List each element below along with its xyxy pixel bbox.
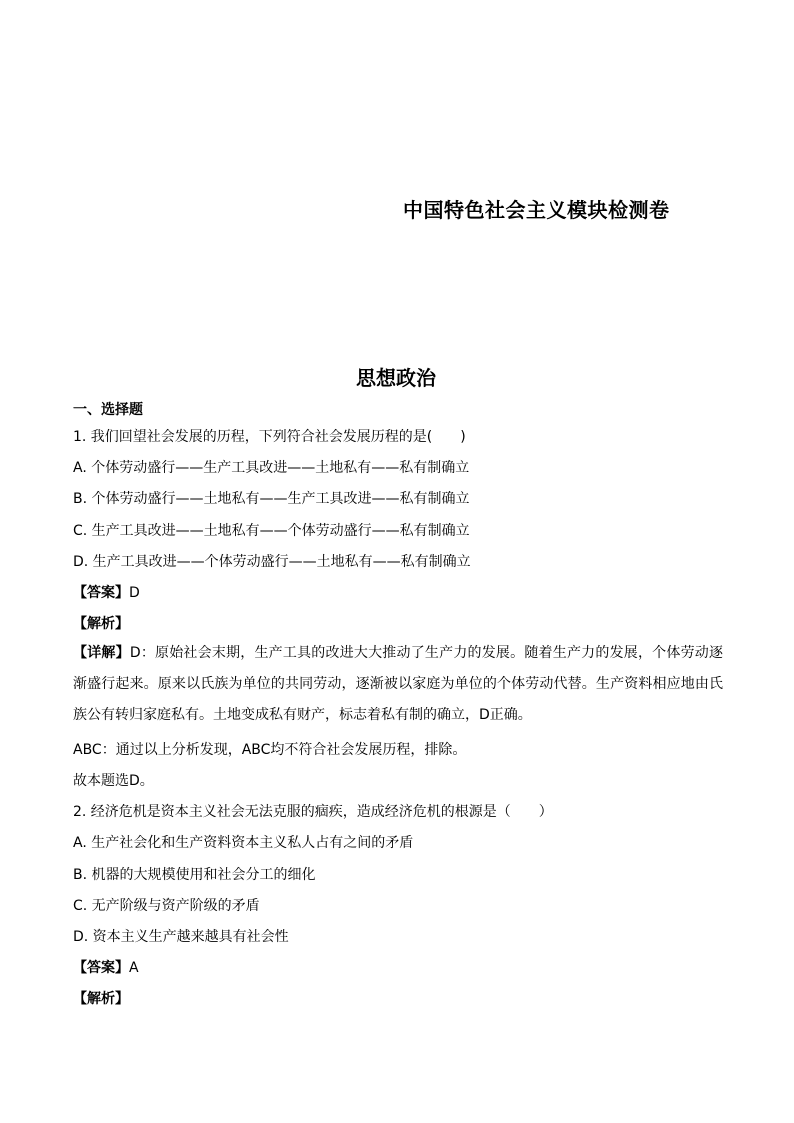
question-2-option-c: C. 无产阶级与资产阶级的矛盾 bbox=[73, 898, 260, 914]
answer-value: A bbox=[129, 960, 139, 976]
question-1-analysis-label: 【解析】 bbox=[73, 616, 129, 632]
question-1-option-d: D. 生产工具改进——个体劳动盛行——土地私有——私有制确立 bbox=[73, 554, 471, 570]
detail-label: 【详解】 bbox=[73, 645, 130, 661]
question-2-option-b: B. 机器的大规模使用和社会分工的细化 bbox=[73, 867, 316, 883]
question-1-stem: 1. 我们回望社会发展的历程，下列符合社会发展历程的是( ) bbox=[73, 429, 466, 445]
question-2-analysis-label: 【解析】 bbox=[73, 991, 129, 1007]
question-1-option-c: C. 生产工具改进——土地私有——个体劳动盛行——私有制确立 bbox=[73, 523, 470, 539]
question-1-conclusion: 故本题选D。 bbox=[73, 773, 154, 789]
question-2-option-d: D. 资本主义生产越来越具有社会性 bbox=[73, 929, 289, 945]
answer-value: D bbox=[129, 585, 140, 601]
main-title: 中国特色社会主义模块检测卷 bbox=[403, 198, 670, 222]
detail-text: D：原始社会末期，生产工具的改进大大推动了生产力的发展。随着生产力的发展，个体劳动逐渐盛行起来。原来以氏族为单位的共同劳动，逐渐被以家庭为单位的个体劳动代替。生产资料相应地由氏族公有转归家庭私有。土地变成私有财产，标志着私有制的确立，D正确。 bbox=[73, 645, 724, 723]
answer-label: 【答案】 bbox=[73, 585, 129, 601]
question-2-option-a: A. 生产社会化和生产资料资本主义私人占有之间的矛盾 bbox=[73, 835, 414, 851]
subject-title: 思想政治 bbox=[356, 366, 436, 390]
section-heading: 一、选择题 bbox=[73, 402, 143, 418]
question-1-answer bbox=[73, 582, 140, 602]
question-1-option-a: A. 个体劳动盛行——生产工具改进——土地私有——私有制确立 bbox=[73, 460, 470, 476]
question-2-stem: 2. 经济危机是资本主义社会无法克服的痼疾，造成经济危机的根源是（ ） bbox=[73, 804, 553, 820]
question-1-option-b: B. 个体劳动盛行——土地私有——生产工具改进——私有制确立 bbox=[73, 491, 470, 507]
question-2-answer bbox=[73, 957, 139, 977]
question-1-detail bbox=[73, 638, 723, 731]
question-1-abc-note: ABC：通过以上分析发现，ABC均不符合社会发展历程，排除。 bbox=[73, 742, 467, 758]
answer-label: 【答案】 bbox=[73, 960, 129, 976]
